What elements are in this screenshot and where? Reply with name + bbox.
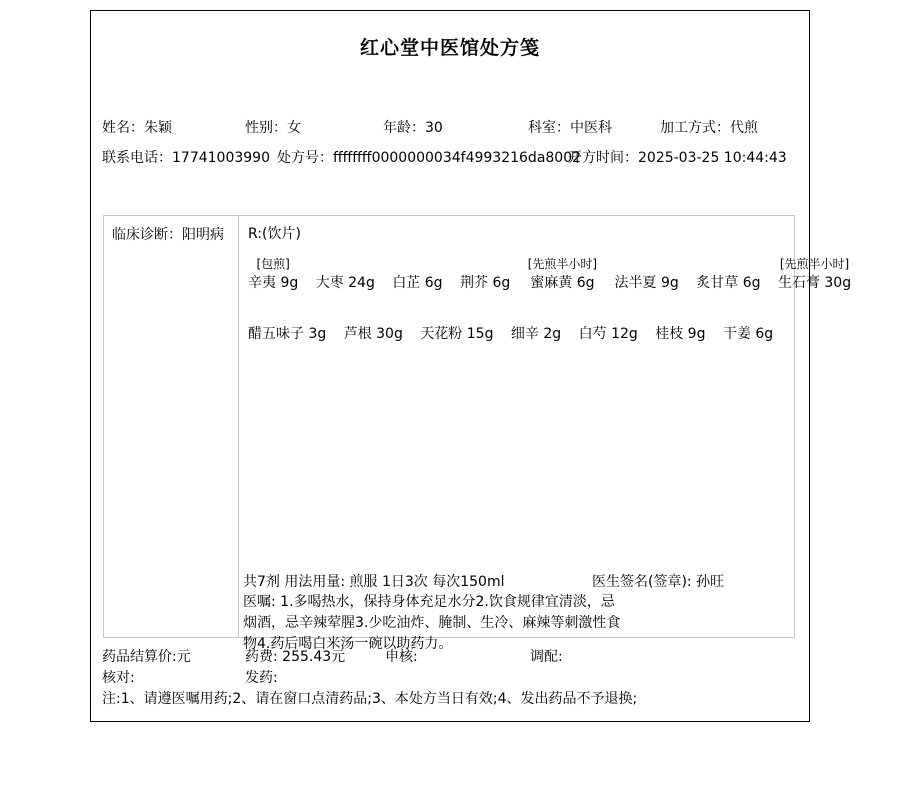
department-field <box>528 119 612 137</box>
dosage-summary: 共7剂 用法用量: 煎服 1日3次 每次150ml <box>243 574 505 590</box>
medicine-item <box>420 307 493 344</box>
review-field: 申核: <box>385 649 418 665</box>
settlement-price-value: 元 <box>176 649 191 665</box>
medicine-note <box>460 256 510 273</box>
medicine-name: 荆芥 6g <box>460 275 511 291</box>
phone-field <box>102 149 270 167</box>
medicine-name: 醋五味子 3g <box>248 326 327 342</box>
dispense-field: 调配: <box>530 649 563 665</box>
patient-name-value: 朱颖 <box>144 120 172 136</box>
medicine-name: 辛夷 9g <box>248 275 299 291</box>
footer-note: 注:1、请遵医嘱用药;2、请在窗口点清药品;3、本处方当日有效;4、发出药品不予退换; <box>102 691 638 707</box>
patient-gender-field <box>245 119 301 137</box>
diagnosis-value: 阳明病 <box>182 227 224 243</box>
medicine-row <box>248 307 864 344</box>
medicine-name: 蜜麻黄 6g <box>530 275 595 291</box>
medicine-note <box>579 307 638 324</box>
patient-name-field <box>102 119 172 137</box>
medicine-note: [包煎] <box>256 257 290 271</box>
medicine-name: 细辛 2g <box>510 326 562 342</box>
settlement-price-field <box>102 649 191 666</box>
medicine-item <box>778 256 851 293</box>
medicine-note <box>655 307 705 324</box>
issue-time-value: 2025-03-25 10:44:43 <box>638 150 787 166</box>
patient-gender-label: 性别： <box>245 120 287 136</box>
medicine-name: 生石膏 30g <box>777 275 852 291</box>
medicine-note <box>248 307 326 324</box>
phone-value: 17741003990 <box>172 150 270 166</box>
medicine-item <box>248 256 298 293</box>
medicine-name: 白芍 12g <box>578 326 638 342</box>
patient-name-label: 姓名： <box>102 120 144 136</box>
fee-field <box>245 649 345 666</box>
medicine-note <box>420 307 493 324</box>
medicine-item <box>511 307 561 344</box>
medicine-item <box>392 256 442 293</box>
medicine-note <box>344 307 403 324</box>
medicine-note <box>392 256 442 273</box>
settlement-price-label: 药品结算价: <box>102 649 177 665</box>
medicine-item <box>655 307 705 344</box>
issue-time-field <box>568 149 787 167</box>
doctor-signature-name: 孙旺 <box>696 574 725 590</box>
medicine-row <box>248 256 864 293</box>
medicine-item <box>344 307 403 344</box>
medicine-note: [先煎半小时] <box>779 257 850 271</box>
medicine-item <box>615 256 679 293</box>
medicine-note <box>696 256 760 273</box>
medicine-name: 大枣 24g <box>315 275 375 291</box>
doctor-signature-label: 医生签名(签章): <box>592 574 697 590</box>
medicine-note <box>511 307 561 324</box>
doctor-signature <box>592 572 724 592</box>
rx-header: R:(饮片) <box>248 226 301 242</box>
page-title: 红心堂中医馆处方笺 <box>359 37 540 59</box>
medicine-item <box>248 307 326 344</box>
medicine-item <box>579 307 638 344</box>
medicine-name: 桂枝 9g <box>655 326 706 342</box>
medicine-name: 天花粉 15g <box>420 326 494 342</box>
fee-value: 255.43元 <box>282 649 346 665</box>
processing-method-label: 加工方式： <box>660 120 730 136</box>
patient-age-label: 年龄： <box>383 120 425 136</box>
rx-number-field <box>277 149 581 167</box>
processing-method-value: 代煎 <box>730 120 758 136</box>
medicine-item <box>316 256 375 293</box>
issue-field: 发药: <box>245 670 278 686</box>
department-label: 科室： <box>528 120 570 136</box>
medical-instructions: 医嘱: 1.多喝热水，保持身体充足水分2.饮食规律宜清淡，忌烟酒，忌辛辣荤腥3.少吃油炸、腌制、生冷、麻辣等刺激性食物4.药后喝白米汤一碗以助药力。 <box>243 594 621 652</box>
medicine-item <box>723 307 773 344</box>
medicine-item <box>528 256 597 293</box>
patient-gender-value: 女 <box>287 120 301 136</box>
medicine-name: 白芷 6g <box>392 275 443 291</box>
diagnosis-label: 临床诊断： <box>112 227 182 243</box>
medicine-note <box>316 256 375 273</box>
medicine-item <box>696 256 760 293</box>
check-field: 核对: <box>102 670 135 686</box>
department-value: 中医科 <box>570 120 612 136</box>
phone-label: 联系电话： <box>102 150 172 166</box>
rx-number-value: ffffffff0000000034f4993216da8002 <box>333 150 582 166</box>
patient-age-field <box>383 119 443 137</box>
patient-age-value: 30 <box>425 120 443 136</box>
medicine-name: 炙甘草 6g <box>696 275 761 291</box>
fee-label: 药费: <box>245 649 283 665</box>
medicine-note <box>615 256 679 273</box>
medicine-note <box>723 307 773 324</box>
medicine-item <box>460 256 510 293</box>
medicine-name: 芦根 30g <box>343 326 403 342</box>
issue-time-label: 开方时间： <box>568 150 638 166</box>
medicine-name: 干姜 6g <box>722 326 774 342</box>
diagnosis-column <box>104 216 239 637</box>
medicine-note: [先煎半小时] <box>527 257 598 271</box>
rx-number-label: 处方号： <box>277 150 333 166</box>
medicine-name: 法半夏 9g <box>614 275 679 291</box>
processing-method-field <box>660 119 758 137</box>
